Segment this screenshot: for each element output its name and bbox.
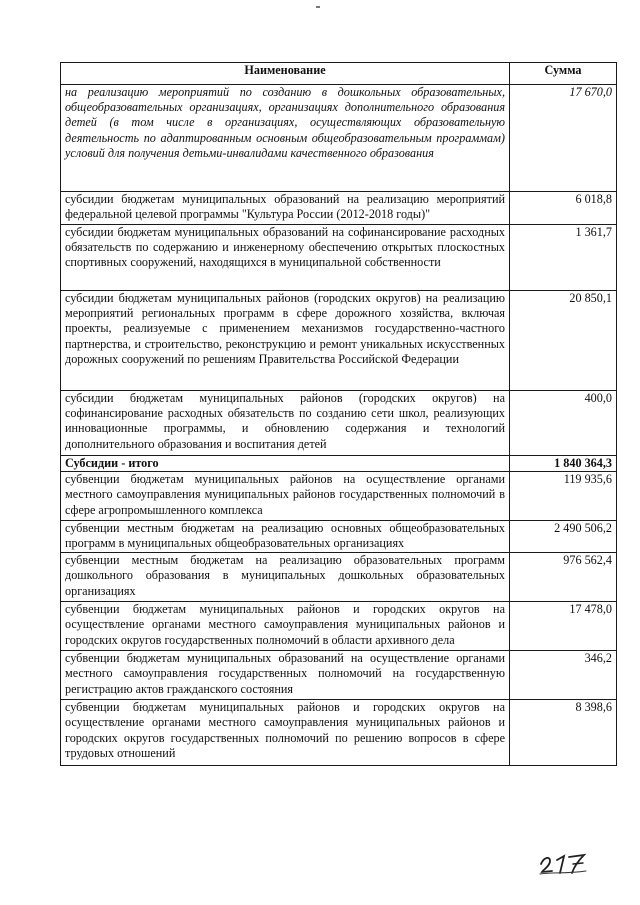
table-row <box>61 291 617 391</box>
header-name: Наименование <box>61 63 510 85</box>
row-sum: 346,2 <box>510 651 617 700</box>
row-name: субвенции бюджетам муниципальных районов на осуществление органами местного самоуправления муниципальных районов государственных полномочий в сфере агропромышленного комплекса <box>61 472 510 521</box>
table-row <box>61 553 617 602</box>
header-sum: Сумма <box>510 63 617 85</box>
row-sum: 8 398,6 <box>510 700 617 766</box>
row-sum: 1 361,7 <box>510 225 617 291</box>
table-row <box>61 192 617 225</box>
table-row <box>61 700 617 766</box>
table-row <box>61 602 617 651</box>
row-name: субсидии бюджетам муниципальных образований на софинансирование расходных обязательств по содержанию и инженерному обеспечению открытых плоскостных спортивных сооружений, находящихся в муниципальной собственности <box>61 225 510 291</box>
row-sum: 6 018,8 <box>510 192 617 225</box>
table-row <box>61 85 617 192</box>
row-name: субсидии бюджетам муниципальных образований на реализацию мероприятий федеральной целевой программы "Культура России (2012-2018 годы)" <box>61 192 510 225</box>
scan-mark <box>316 6 320 8</box>
total-row <box>61 456 617 472</box>
row-sum: 17 478,0 <box>510 602 617 651</box>
row-sum: 976 562,4 <box>510 553 617 602</box>
row-name: субвенции местным бюджетам на реализацию образовательных программ дошкольного образования в муниципальных дошкольных образовательных организациях <box>61 553 510 602</box>
row-sum: 17 670,0 <box>510 85 617 192</box>
table-row <box>61 391 617 456</box>
row-name: субсидии бюджетам муниципальных районов (городских округов) на софинансирование расходных обязательств по созданию сети школ, реализующих инновационные программы, и обновлению содержания и технологий дополнительного образования и воспитания детей <box>61 391 510 456</box>
row-sum: 119 935,6 <box>510 472 617 521</box>
table-header-row <box>61 63 617 85</box>
row-sum: 2 490 506,2 <box>510 521 617 553</box>
row-name: субвенции бюджетам муниципальных образований на осуществление органами местного самоуправления государственных полномочий на государственную регистрацию актов гражданского состояния <box>61 651 510 700</box>
total-sum: 1 840 364,3 <box>510 456 617 472</box>
row-sum: 20 850,1 <box>510 291 617 391</box>
budget-table <box>60 62 617 766</box>
row-sum: 400,0 <box>510 391 617 456</box>
total-label: Субсидии - итого <box>61 456 510 472</box>
table-row <box>61 225 617 291</box>
row-name: субвенции местным бюджетам на реализацию основных общеобразовательных программ в муниципальных общеобразовательных организациях <box>61 521 510 553</box>
row-name: субвенции бюджетам муниципальных районов и городских округов на осуществление органами местного самоуправления муниципальных районов и городских округов государственных полномочий в области архивного дела <box>61 602 510 651</box>
table-row <box>61 521 617 553</box>
row-name: на реализацию мероприятий по созданию в дошкольных образовательных, общеобразовательных организациях, организациях дополнительного образования детей (в том числе в организациях, осуществляющих образовательную деятельность по адаптированным основным общеобразовательным программам) условий для получения детьми-инвалидами качественного образования <box>61 85 510 192</box>
row-name: субсидии бюджетам муниципальных районов (городских округов) на реализацию мероприятий региональных программ в сфере дорожного хозяйства, включая проекты, реализуемые с применением механизмов государственно-частного партнерства, и строительство, реконструкцию и ремонт уникальных искусственных дорожных сооружений по решениям Правительства Российской Федерации <box>61 291 510 391</box>
table-row <box>61 472 617 521</box>
handwritten-page-number <box>538 848 590 876</box>
row-name: субвенции бюджетам муниципальных районов и городских округов на осуществление органами местного самоуправления муниципальных районов и городских округов государственных полномочий по решению вопросов в сфере трудовых отношений <box>61 700 510 766</box>
table-row <box>61 651 617 700</box>
